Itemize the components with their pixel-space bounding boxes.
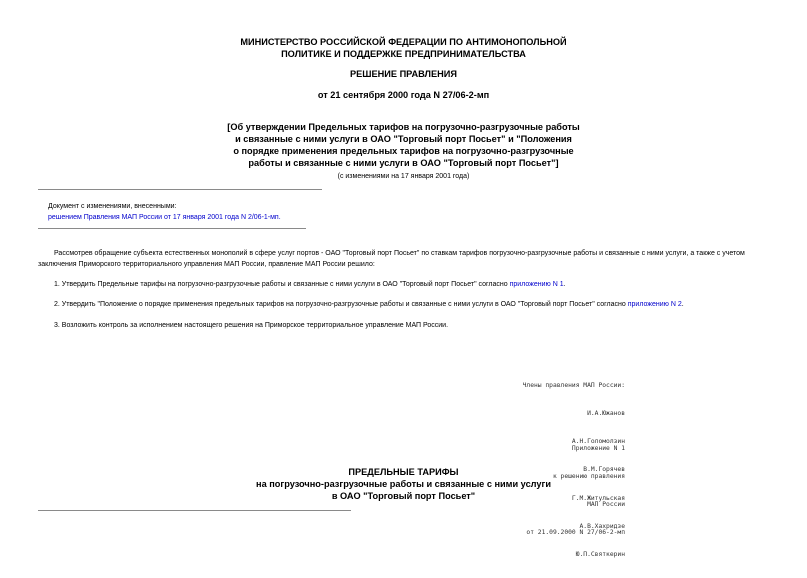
item-1-end: .	[563, 281, 566, 288]
signers-heading: Члены правления МАП России:	[522, 381, 625, 389]
resolution-item-3: 3. Возложить контроль за исполнением настоящего решения на Приморское территориальное управление МАП России.	[54, 322, 449, 329]
changes-label: Документ с изменениями, внесенными:	[48, 203, 177, 210]
signer-name: А.Н.Голомолзин	[571, 438, 625, 446]
resolution-item-2	[38, 300, 770, 311]
divider-middle	[38, 228, 306, 229]
divider-top	[38, 189, 322, 190]
appendix-2-link[interactable]: приложению N 2	[627, 301, 682, 308]
tariffs-line-3: в ОАО "Торговый порт Посьет"	[331, 491, 476, 501]
intro-paragraph: Рассмотрев обращение субъекта естественных монополий в сфере услуг портов - ОАО "Торговый порт Посьет" по ставкам тарифов погрузочно-разгрузочные работы и связанные с ними услуги, а также с учетом заключения Приморского территориального управления МАП России, правление МАП России решило:	[38, 250, 745, 268]
document-title	[0, 121, 807, 169]
amendment-note: (с изменениями на 17 января 2001 года)	[337, 173, 470, 180]
signer-name: Ю.П.Святкерин	[575, 551, 625, 559]
signer-name: Г.М.Житульская	[571, 494, 625, 502]
appendix-line-4: от 21.09.2000 N 27/06-2-мп	[526, 529, 625, 537]
title-line-2: и связанные с ними услуги в ОАО "Торговый порт Посьет" и "Положения	[235, 134, 572, 144]
appendix-line-3: МАП России	[587, 501, 625, 509]
changes-link[interactable]: решением Правления МАП России от 17 января 2001 года N 2/06-1-мп.	[48, 214, 281, 221]
ministry-line-1: МИНИСТЕРСТВО РОССИЙСКОЙ ФЕДЕРАЦИИ ПО АНТИМОНОПОЛЬНОЙ	[240, 37, 567, 47]
item-2-end: .	[681, 301, 684, 308]
ministry-name	[0, 36, 807, 60]
document-type: РЕШЕНИЕ ПРАВЛЕНИЯ	[350, 69, 457, 79]
signer-name: А.В.Хахридзе	[579, 522, 625, 530]
title-line-1: [Об утверждении Предельных тарифов на погрузочно-разгрузочные работы	[227, 122, 580, 132]
resolution-item-1	[38, 280, 770, 291]
item-2-text: 2. Утвердить "Положение о порядке применения предельных тарифов на погрузочно-разгрузочные работы и связанные с ними услуги в ОАО "Торговый порт Посьет" согласно	[54, 301, 628, 308]
tariffs-line-1: ПРЕДЕЛЬНЫЕ ТАРИФЫ	[348, 467, 459, 477]
title-line-4: работы и связанные с ними услуги в ОАО "Торговый порт Посьет"]	[248, 158, 559, 168]
ministry-line-2: ПОЛИТИКЕ И ПОДДЕРЖКЕ ПРЕДПРИНИМАТЕЛЬСТВА	[281, 49, 526, 59]
signer-name: В.М.Горячев	[583, 466, 625, 474]
changes-box	[48, 201, 281, 223]
tariffs-heading	[0, 466, 807, 502]
appendix-line-1: Приложение N 1	[571, 444, 625, 452]
title-line-3: о порядке применения предельных тарифов на погрузочно-разгрузочные	[233, 146, 574, 156]
signer-name: И.А.Южанов	[587, 410, 625, 418]
appendix-line-2: к решению правления	[552, 473, 625, 481]
item-1-text: 1. Утвердить Предельные тарифы на погрузочно-разгрузочные работы и связанные с ними услуги в ОАО "Торговый порт Посьет" согласно	[54, 281, 510, 288]
document-date: от 21 сентября 2000 года N 27/06-2-мп	[317, 90, 490, 100]
tariffs-line-2: на погрузочно-разгрузочные работы и связанные с ними услуги	[256, 479, 551, 489]
appendix-1-link[interactable]: приложению N 1	[509, 281, 564, 288]
divider-bottom	[38, 510, 351, 511]
